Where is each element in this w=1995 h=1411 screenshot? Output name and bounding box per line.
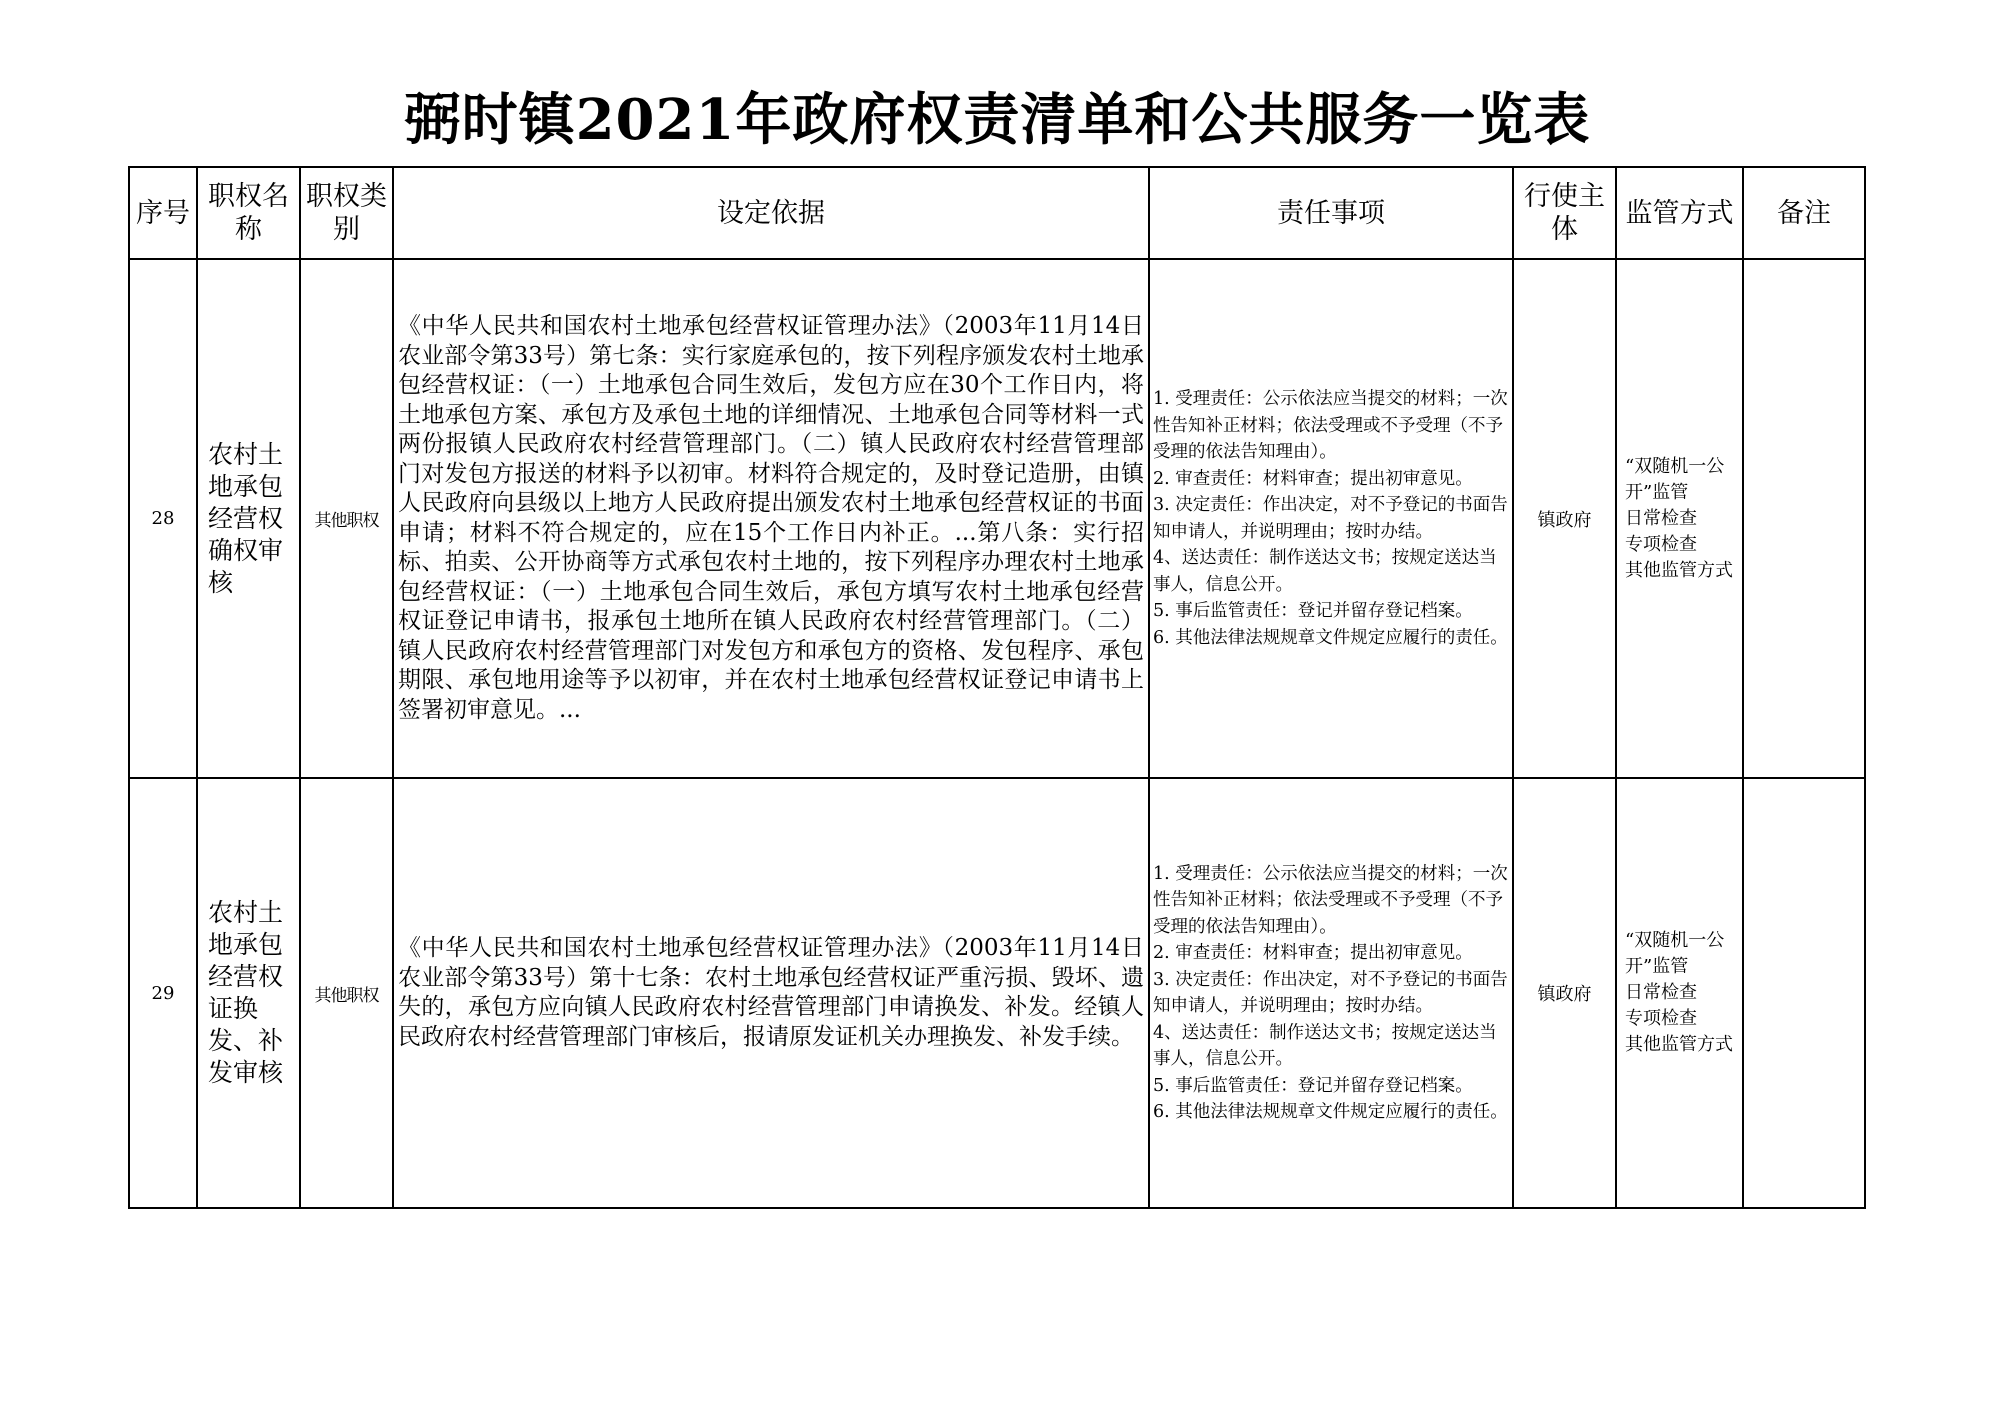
responsibility-item: 6. 其他法律法规规章文件规定应履行的责任。 <box>1153 627 1508 648</box>
supervision-item: “双随机一公开”监管 <box>1625 455 1725 503</box>
supervision-item: 日常检查 <box>1625 507 1697 529</box>
header-name: 职权名称 <box>197 167 300 259</box>
row-remark <box>1743 259 1865 778</box>
responsibility-item: 1. 受理责任：公示依法应当提交的材料；一次性告知补正材料；依法受理或不予受理（不予受理的依法告知理由）。 <box>1153 389 1508 462</box>
responsibility-item: 4、送达责任：制作送达文书；按规定送达当事人，信息公开。 <box>1153 548 1497 595</box>
row-name: 农村土地承包经营权确权审核 <box>197 259 300 778</box>
row-remark <box>1743 778 1865 1208</box>
header-row <box>129 167 1865 259</box>
row-subject: 镇政府 <box>1513 778 1616 1208</box>
row-basis: 《中华人民共和国农村土地承包经营权证管理办法》（2003年11月14日农业部令第33号）第七条：实行家庭承包的，按下列程序颁发农村土地承包经营权证：（一）土地承包合同生效后，发包方应在30个工作日内，将土地承包方案、承包方及承包土地的详细情况、土地承包合同等材料一式两份报镇人民政府农村经营管理部门。（二）镇人民政府农村经营管理部门对发包方报送的材料予以初审。材料符合规定的，及时登记造册，由镇人民政府向县级以上地方人民政府提出颁发农村土地承包经营权证的书面申请；材料不符合规定的，应在15个工作日内补正。...第八条：实行招标、拍卖、公开协商等方式承包农村土地的，按下列程序办理农村土地承包经营权证：（一）土地承包合同生效后，承包方填写农村土地承包经营权证登记申请书，报承包土地所在镇人民政府农村经营管理部门。（二）镇人民政府农村经营管理部门对发包方和承包方的资格、发包程序、承包期限、承包地用途等予以初审，并在农村土地承包经营权证登记申请书上签署初审意见。... <box>393 259 1149 778</box>
responsibility-item: 5. 事后监管责任：登记并留存登记档案。 <box>1153 601 1473 621</box>
responsibility-item: 2. 审查责任：材料审查；提出初审意见。 <box>1153 943 1473 963</box>
row-name: 农村土地承包经营权证换发、补发审核 <box>197 778 300 1208</box>
responsibility-item: 6. 其他法律法规规章文件规定应履行的责任。 <box>1153 1102 1508 1122</box>
responsibility-item: 3. 决定责任：作出决定，对不予登记的书面告知申请人，并说明理由；按时办结。 <box>1153 495 1508 542</box>
header-subject: 行使主体 <box>1513 167 1616 259</box>
row-seq: 28 <box>129 259 197 778</box>
responsibility-item: 2. 审查责任：材料审查；提出初审意见。 <box>1153 468 1473 489</box>
row-seq: 29 <box>129 778 197 1208</box>
page-title: 弼时镇2021年政府权责清单和公共服务一览表 <box>404 87 1591 153</box>
supervision-item: 专项检查 <box>1625 1008 1697 1029</box>
power-list-table <box>128 166 1866 1209</box>
row-category: 其他职权 <box>300 778 393 1208</box>
row-supervision <box>1616 778 1743 1208</box>
supervision-item: 其他监管方式 <box>1625 1034 1733 1055</box>
row-category: 其他职权 <box>300 259 393 778</box>
header-basis: 设定依据 <box>393 167 1149 259</box>
row-subject: 镇政府 <box>1513 259 1616 778</box>
row-responsibility <box>1149 778 1513 1208</box>
header-responsibility: 责任事项 <box>1149 167 1513 259</box>
responsibility-item: 4、送达责任：制作送达文书；按规定送达当事人，信息公开。 <box>1153 1022 1497 1069</box>
row-basis: 《中华人民共和国农村土地承包经营权证管理办法》（2003年11月14日农业部令第33号）第十七条：农村土地承包经营权证严重污损、毁坏、遗失的，承包方应向镇人民政府农村经营管理部门申请换发、补发。经镇人民政府农村经营管理部门审核后，报请原发证机关办理换发、补发手续。 <box>393 778 1149 1208</box>
responsibility-item: 1. 受理责任：公示依法应当提交的材料；一次性告知补正材料；依法受理或不予受理（不予受理的依法告知理由）。 <box>1153 863 1508 937</box>
table-row <box>129 778 1865 1208</box>
responsibility-item: 5. 事后监管责任：登记并留存登记档案。 <box>1153 1075 1473 1096</box>
header-remark: 备注 <box>1743 167 1865 259</box>
supervision-item: 其他监管方式 <box>1625 559 1733 581</box>
table-row <box>129 259 1865 778</box>
row-supervision <box>1616 259 1743 778</box>
responsibility-item: 3. 决定责任：作出决定，对不予登记的书面告知申请人，并说明理由；按时办结。 <box>1153 969 1508 1016</box>
supervision-item: 专项检查 <box>1625 533 1697 555</box>
supervision-item: 日常检查 <box>1625 982 1697 1003</box>
header-seq: 序号 <box>129 167 197 259</box>
row-responsibility <box>1149 259 1513 778</box>
header-category: 职权类别 <box>300 167 393 259</box>
supervision-item: “双随机一公开”监管 <box>1625 930 1725 977</box>
header-supervision: 监管方式 <box>1616 167 1743 259</box>
